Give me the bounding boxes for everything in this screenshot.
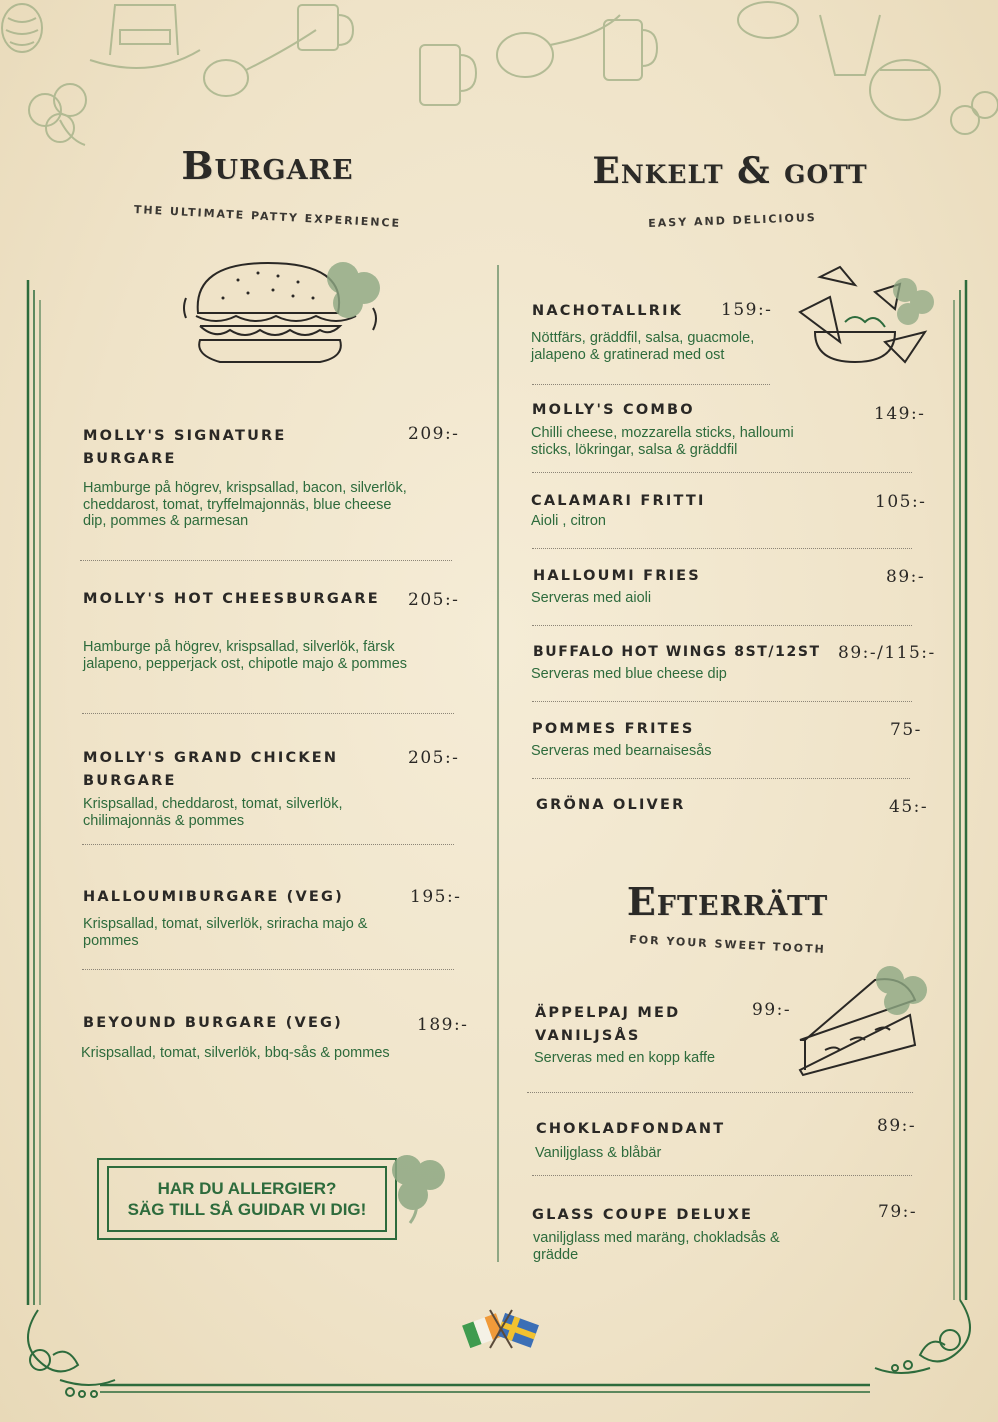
burgare-item-name: HALLOUMIBURGARE (VEG) [83, 889, 344, 905]
enkelt-item-name: BUFFALO HOT WINGS 8ST/12ST [533, 644, 821, 660]
burgare-item-name: BEYOUND BURGARE (VEG) [83, 1015, 343, 1031]
divider [532, 1175, 912, 1176]
burgare-title: Burgare [181, 143, 354, 188]
enkelt-item-name: POMMES FRITES [532, 721, 695, 737]
pipe-icon [204, 15, 620, 96]
divider [532, 625, 912, 626]
enkelt-item-price: 45:- [889, 797, 929, 817]
beer-mug-icon [298, 5, 657, 105]
clover-icon [893, 278, 934, 325]
allergy-line-2: SÄG TILL SÅ GUIDAR VI DIG! [127, 1200, 367, 1219]
enkelt-item-desc: Aioli , citron [531, 513, 606, 529]
beer-mug-icon [738, 2, 940, 120]
enkelt-item-name: NACHOTALLRIK [532, 303, 684, 319]
efterratt-item-name: ÄPPELPAJ MED VANILJSÅS [535, 1005, 681, 1044]
enkelt-item-price: 89:- [886, 567, 926, 587]
divider [532, 472, 912, 473]
enkelt-item-desc: Serveras med aioli [531, 590, 652, 606]
enkelt-item-price: 159:- [721, 300, 773, 320]
divider [532, 548, 912, 549]
burgare-item-price: 195:- [410, 887, 462, 907]
enkelt-item-desc: Chilli cheese, mozzarella sticks, halloumi sticks, lökringar, salsa & gräddfil [531, 425, 794, 458]
burgare-subtitle: THE ULTIMATE PATTY EXPERIENCE [133, 203, 402, 230]
burgare-item-name: MOLLY'S GRAND CHICKEN BURGARE [83, 750, 339, 789]
divider [82, 713, 454, 714]
efterratt-subtitle: FOR YOUR SWEET TOOTH [628, 932, 827, 957]
efterratt-item-desc: Serveras med en kopp kaffe [534, 1050, 716, 1066]
nachos-icon [790, 262, 940, 382]
enkelt-item-desc: Serveras med bearnaisesås [531, 743, 712, 759]
hop-icon [2, 4, 42, 52]
efterratt-item-price: 89:- [877, 1116, 917, 1136]
corner-flourish-left [28, 1310, 115, 1397]
efterratt-item-price: 99:- [752, 1000, 792, 1020]
divider [532, 384, 770, 385]
enkelt-item-price: 89:-/115:- [838, 643, 936, 663]
ireland-sweden-flags-icon [460, 1308, 542, 1352]
enkelt-item-name: CALAMARI FRITTI [531, 493, 706, 509]
enkelt-item-name: HALLOUMI FRIES [533, 568, 701, 584]
enkelt-item-name: GRÖNA OLIVER [536, 797, 686, 813]
clover-icon [29, 84, 998, 145]
divider [532, 778, 910, 779]
allergy-notice [97, 1158, 397, 1240]
divider [532, 701, 912, 702]
burgare-item-name: MOLLY'S HOT CHEESBURGARE [83, 591, 380, 607]
corner-flourish-right [875, 1300, 970, 1373]
burgare-item-desc: Krispsallad, cheddarost, tomat, silverlök, chilimajonnäs & pommes [83, 796, 343, 829]
efterratt-title: Efterrätt [626, 879, 829, 924]
divider [80, 560, 452, 561]
efterratt-item-desc: vaniljglass med maräng, chokladsås & grädde [533, 1230, 780, 1263]
enkelt-item-price: 75- [890, 720, 922, 740]
top-doodle-border [0, 0, 998, 150]
divider [82, 969, 454, 970]
enkelt-item-price: 105:- [875, 492, 927, 512]
burgare-item-desc: Hamburge på högrev, krispsallad, bacon, silverlök, cheddarost, tomat, tryffelmajonnäs, blue cheese dip, pommes & parmesan [83, 480, 407, 529]
burgare-item-desc: Krispsallad, tomat, silverlök, bbq-sås & pommes [81, 1045, 390, 1061]
leprechaun-hat-icon [90, 5, 200, 68]
burgare-item-name: MOLLY'S SIGNATURE BURGARE [83, 428, 287, 467]
clover-icon [327, 262, 380, 318]
efterratt-item-name: CHOKLADFONDANT [536, 1121, 726, 1137]
enkelt-item-price: 149:- [874, 404, 926, 424]
allergy-line-1: HAR DU ALLERGIER? [157, 1179, 337, 1198]
efterratt-item-desc: Vaniljglass & blåbär [535, 1145, 662, 1161]
enkelt-subtitle: EASY AND DELICIOUS [648, 211, 817, 230]
burgare-item-price: 189:- [417, 1015, 469, 1035]
enkelt-item-desc: Serveras med blue cheese dip [531, 666, 727, 682]
efterratt-item-price: 79:- [878, 1202, 918, 1222]
burgare-item-desc: Hamburge på högrev, krispsallad, silverlök, färsk jalapeno, pepperjack ost, chipotle majo & pommes [83, 639, 408, 672]
burgare-item-desc: Krispsallad, tomat, silverlök, sriracha majo & pommes [83, 916, 368, 949]
burger-icon [178, 258, 388, 373]
pie-icon [795, 960, 935, 1078]
enkelt-item-desc: Nöttfärs, gräddfil, salsa, guacmole, jalapeno & gratinerad med ost [531, 330, 755, 363]
burgare-item-price: 205:- [408, 590, 460, 610]
enkelt-item-name: MOLLY'S COMBO [532, 402, 695, 418]
efterratt-item-name: GLASS COUPE DELUXE [532, 1207, 754, 1223]
enkelt-title: Enkelt & gott [592, 150, 868, 192]
clover-icon [385, 1150, 455, 1225]
divider [82, 844, 454, 845]
burgare-item-price: 209:- [408, 424, 460, 444]
burgare-item-price: 205:- [408, 748, 460, 768]
divider [527, 1092, 913, 1093]
